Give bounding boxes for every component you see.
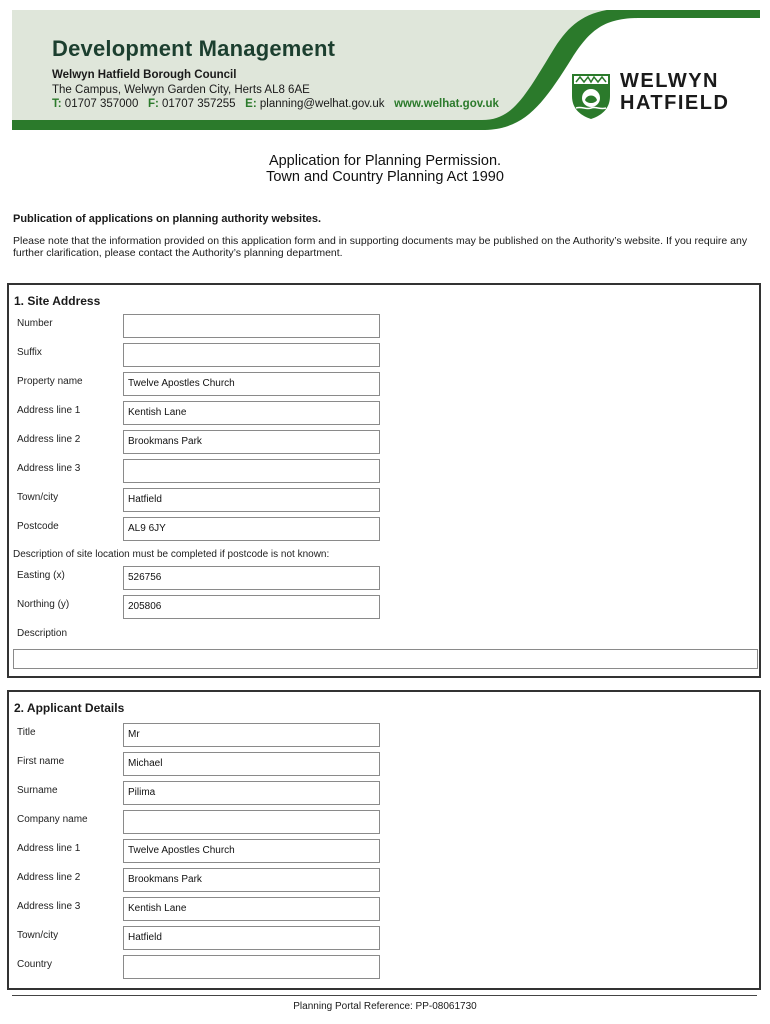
postcode-label: Postcode <box>17 521 59 532</box>
description-label: Description <box>17 628 68 639</box>
title-line-2: Town and Country Planning Act 1990 <box>266 169 504 185</box>
suffix-field[interactable] <box>123 343 380 367</box>
town-field[interactable]: Hatfield <box>123 488 380 512</box>
northing-label: Northing (y) <box>17 599 70 610</box>
council-shield-icon <box>570 70 612 120</box>
location-note: Description of site location must be completed if postcode is not known: <box>13 549 330 560</box>
country-label: Country <box>17 959 53 970</box>
applicant-address-line-3-label: Address line 3 <box>17 901 81 912</box>
publication-note: Please note that the information provided on this application form and in supporting documents may be published on the Authority’s website. If you require any further clarification, please contact the Authority’s planning department. <box>13 235 748 259</box>
surname-field[interactable]: Pilima <box>123 781 380 805</box>
company-name-field[interactable] <box>123 810 380 834</box>
description-field[interactable] <box>13 649 758 669</box>
section-title: 1. Site Address <box>14 294 101 308</box>
email-label: E: <box>245 98 257 110</box>
header-banner <box>12 10 760 130</box>
town-label: Town/city <box>17 492 59 503</box>
logo-line-2: HATFIELD <box>620 92 730 114</box>
council-name: Welwyn Hatfield Borough Council <box>52 69 237 81</box>
number-field[interactable] <box>123 314 380 338</box>
company-name-label: Company name <box>17 814 88 825</box>
applicant-details-section <box>7 690 761 990</box>
number-label: Number <box>17 318 53 329</box>
easting-label: Easting (x) <box>17 570 65 581</box>
surname-label: Surname <box>17 785 58 796</box>
address-line-1-field[interactable]: Kentish Lane <box>123 401 380 425</box>
applicant-town-field[interactable]: Hatfield <box>123 926 380 950</box>
logo-line-1: WELWYN <box>620 70 719 92</box>
postcode-field[interactable]: AL9 6JY <box>123 517 380 541</box>
portal-reference: Planning Portal Reference: PP-08061730 <box>293 1001 477 1012</box>
email-value: planning@welhat.gov.uk <box>259 98 385 110</box>
country-field[interactable] <box>123 955 380 979</box>
website-link[interactable]: www.welhat.gov.uk <box>394 98 499 110</box>
tel-value: 01707 357000 <box>64 98 139 110</box>
tel-label: T: <box>52 98 62 110</box>
footer-divider <box>12 995 757 996</box>
address-line-2-field[interactable]: Brookmans Park <box>123 430 380 454</box>
suffix-label: Suffix <box>17 347 42 358</box>
fax-label: F: <box>147 98 159 110</box>
council-logo-text <box>620 70 729 114</box>
easting-field[interactable]: 526756 <box>123 566 380 590</box>
northing-field[interactable]: 205806 <box>123 595 380 619</box>
title-label: Title <box>17 727 36 738</box>
property-name-field[interactable]: Twelve Apostles Church <box>123 372 380 396</box>
first-name-field[interactable]: Michael <box>123 752 380 776</box>
property-name-label: Property name <box>17 376 83 387</box>
banner-title: Development Management <box>52 36 336 61</box>
address-line-3-label: Address line 3 <box>17 463 81 474</box>
title-line-1: Application for Planning Permission. <box>268 153 502 169</box>
applicant-address-line-2-field[interactable]: Brookmans Park <box>123 868 380 892</box>
address-line-1-label: Address line 1 <box>17 405 81 416</box>
applicant-address-line-1-label: Address line 1 <box>17 843 81 854</box>
address-line-3-field[interactable] <box>123 459 380 483</box>
applicant-town-label: Town/city <box>17 930 59 941</box>
fax-value: 01707 357255 <box>162 98 236 110</box>
contact-line <box>52 98 499 110</box>
site-address-section <box>7 283 761 678</box>
council-address: The Campus, Welwyn Garden City, Herts AL8 6AE <box>52 84 310 96</box>
applicant-address-line-3-field[interactable]: Kentish Lane <box>123 897 380 921</box>
document-title <box>0 153 770 185</box>
first-name-label: First name <box>17 756 65 767</box>
applicant-address-line-2-label: Address line 2 <box>17 872 81 883</box>
publication-heading: Publication of applications on planning authority websites. <box>13 213 322 225</box>
section-title: 2. Applicant Details <box>14 701 125 715</box>
address-line-2-label: Address line 2 <box>17 434 81 445</box>
applicant-address-line-1-field[interactable]: Twelve Apostles Church <box>123 839 380 863</box>
title-field[interactable]: Mr <box>123 723 380 747</box>
